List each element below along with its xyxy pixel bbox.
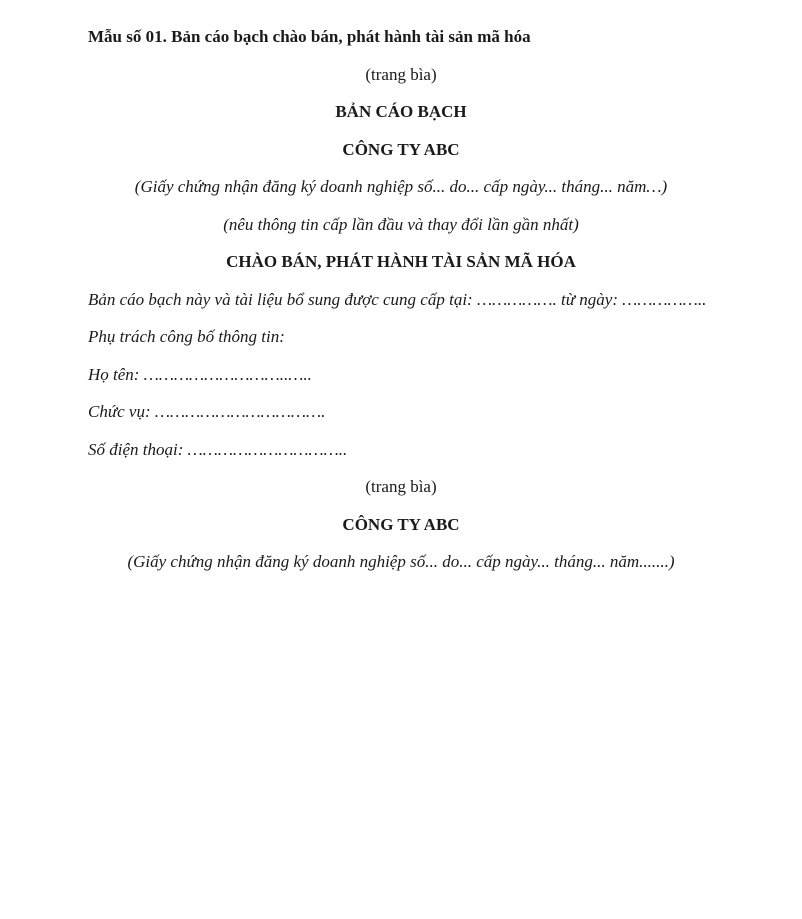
company-name: CÔNG TY ABC: [342, 139, 460, 159]
phone-line: Số điện thoại: …………………………..: [88, 439, 348, 459]
availability-line: Bản cáo bạch này và tài liệu bổ sung được cung cấp tại: ……………. từ ngày: ……………..: [88, 289, 707, 309]
issue-info-note: (nêu thông tin cấp lần đầu và thay đổi lần gần nhất): [223, 214, 579, 234]
disclosure-heading: Phụ trách công bố thông tin:: [88, 327, 285, 346]
registration-note: (Giấy chứng nhận đăng ký doanh nghiệp số... do... cấp ngày... tháng... năm…): [134, 177, 668, 196]
company-name-2: CÔNG TY ABC: [342, 514, 460, 534]
full-name-line: Họ tên: ………………………..…..: [88, 364, 312, 384]
cover-page-note-2: (trang bìa): [365, 477, 437, 496]
registration-note-2: (Giấy chứng nhận đăng ký doanh nghiệp số... do... cấp ngày... tháng... năm.......): [127, 552, 675, 571]
position-line: Chức vụ: …………………………….: [88, 402, 326, 421]
form-label: Mẫu số 01. Bản cáo bạch chào bán, phát hành tài sản mã hóa: [88, 27, 531, 46]
report-title: BẢN CÁO BẠCH: [335, 102, 467, 121]
offering-subtitle: CHÀO BÁN, PHÁT HÀNH TÀI SẢN MÃ HÓA: [226, 252, 576, 271]
cover-page-note: (trang bìa): [365, 64, 437, 84]
